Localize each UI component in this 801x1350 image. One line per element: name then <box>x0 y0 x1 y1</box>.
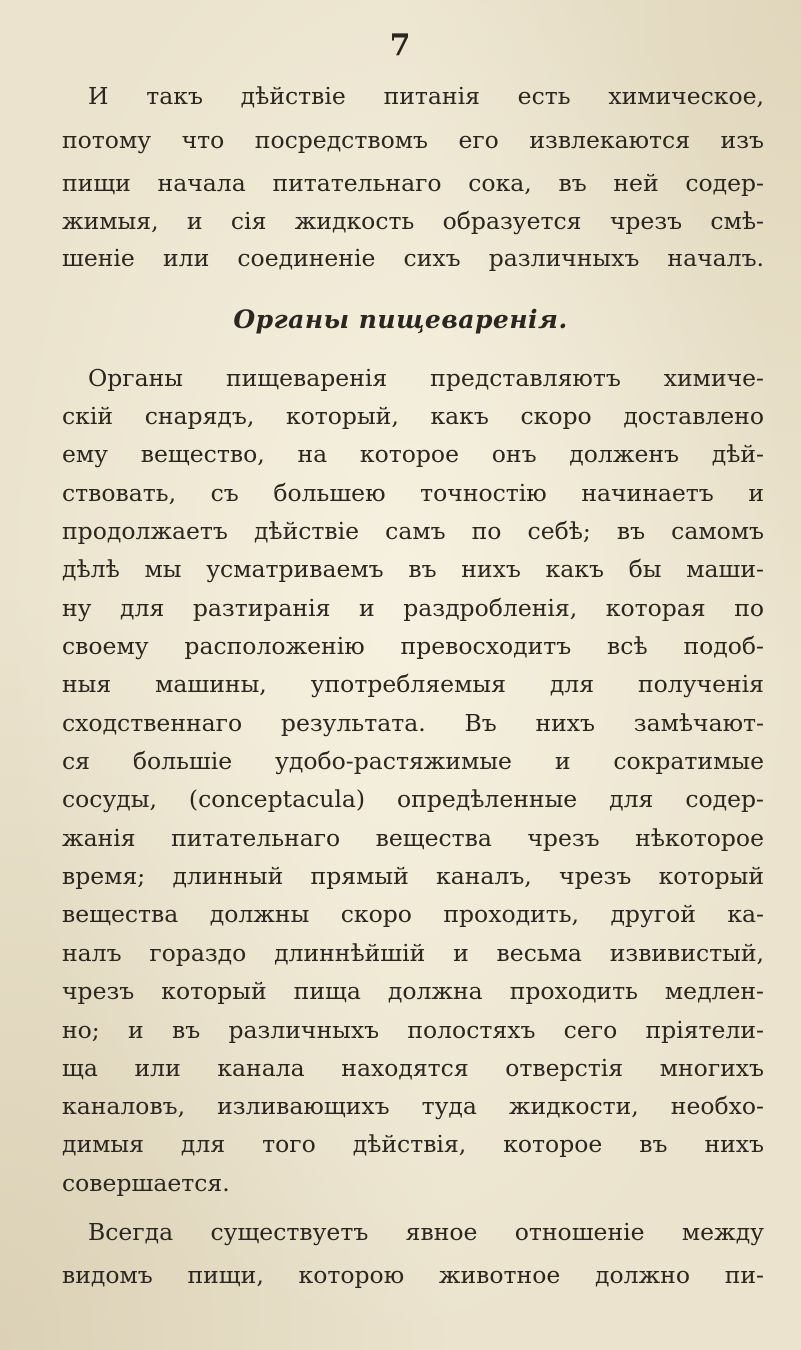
paragraph-2-line: жанія питательнаго вещества чрезъ нѣкоторое <box>62 824 764 852</box>
paragraph-1-line: И такъ дѣйствіе питанія есть химическое, <box>88 82 764 110</box>
page-number: 7 <box>389 28 412 63</box>
paragraph-2-line: каналовъ, изливающихъ туда жидкости, необхо- <box>62 1092 764 1120</box>
paragraph-2-line: ну для разтиранія и раздробленія, которая по <box>62 594 764 622</box>
paragraph-2-line: Органы пищеваренія представляютъ химиче- <box>88 364 764 392</box>
paragraph-2-line: своему расположенію превосходитъ всѣ подоб- <box>62 632 764 660</box>
paragraph-2-line: налъ гораздо длиннѣйшій и весьма извивистый, <box>62 939 764 967</box>
paragraph-2-line: скій снарядъ, который, какъ скоро доставлено <box>62 402 764 430</box>
paragraph-2-line: ща или канала находятся отверстія многихъ <box>62 1054 764 1082</box>
paragraph-3-line: Всегда существуетъ явное отношеніе между <box>88 1218 764 1246</box>
paragraph-2-line: сходственнаго результата. Въ нихъ замѣчают- <box>62 709 764 737</box>
section-heading: Органы пищеваренія. <box>233 305 568 334</box>
paragraph-2-line: вещества должны скоро проходить, другой ка- <box>62 900 764 928</box>
paragraph-2-line: чрезъ который пища должна проходить медлен- <box>62 977 764 1005</box>
paragraph-2-line: ныя машины, употребляемыя для полученія <box>62 670 764 698</box>
paragraph-2-line: сосуды, (conceptacula) опредѣленные для содер- <box>62 785 764 813</box>
paragraph-2-line: ствовать, съ большею точностію начинаетъ и <box>62 479 764 507</box>
paragraph-2-line: совершается. <box>62 1169 230 1197</box>
paragraph-1-line: пищи начала питательнаго сока, въ ней содер- <box>62 169 764 197</box>
paragraph-3-line: видомъ пищи, которою животное должно пи- <box>62 1261 764 1289</box>
paragraph-1-line: потому что посредствомъ его извлекаются изъ <box>62 126 764 154</box>
paragraph-2-line: но; и въ различныхъ полостяхъ сего пріятели- <box>62 1016 764 1044</box>
paragraph-2-line: димыя для того дѣйствія, которое въ нихъ <box>62 1130 764 1158</box>
paragraph-2-line: ему вещество, на которое онъ долженъ дѣй- <box>62 440 764 468</box>
paragraph-2-line: продолжаетъ дѣйствіе самъ по себѣ; въ самомъ <box>62 517 764 545</box>
paragraph-1-line: жимыя, и сія жидкость образуется чрезъ смѣ- <box>62 207 764 235</box>
paragraph-2-line: ся большіе удобо-растяжимые и сократимые <box>62 747 764 775</box>
paragraph-2-line: дѣлѣ мы усматриваемъ въ нихъ какъ бы маши- <box>62 555 764 583</box>
paragraph-1-line: шеніе или соединеніе сихъ различныхъ началъ. <box>62 244 764 272</box>
paragraph-2-line: время; длинный прямый каналъ, чрезъ который <box>62 862 764 890</box>
